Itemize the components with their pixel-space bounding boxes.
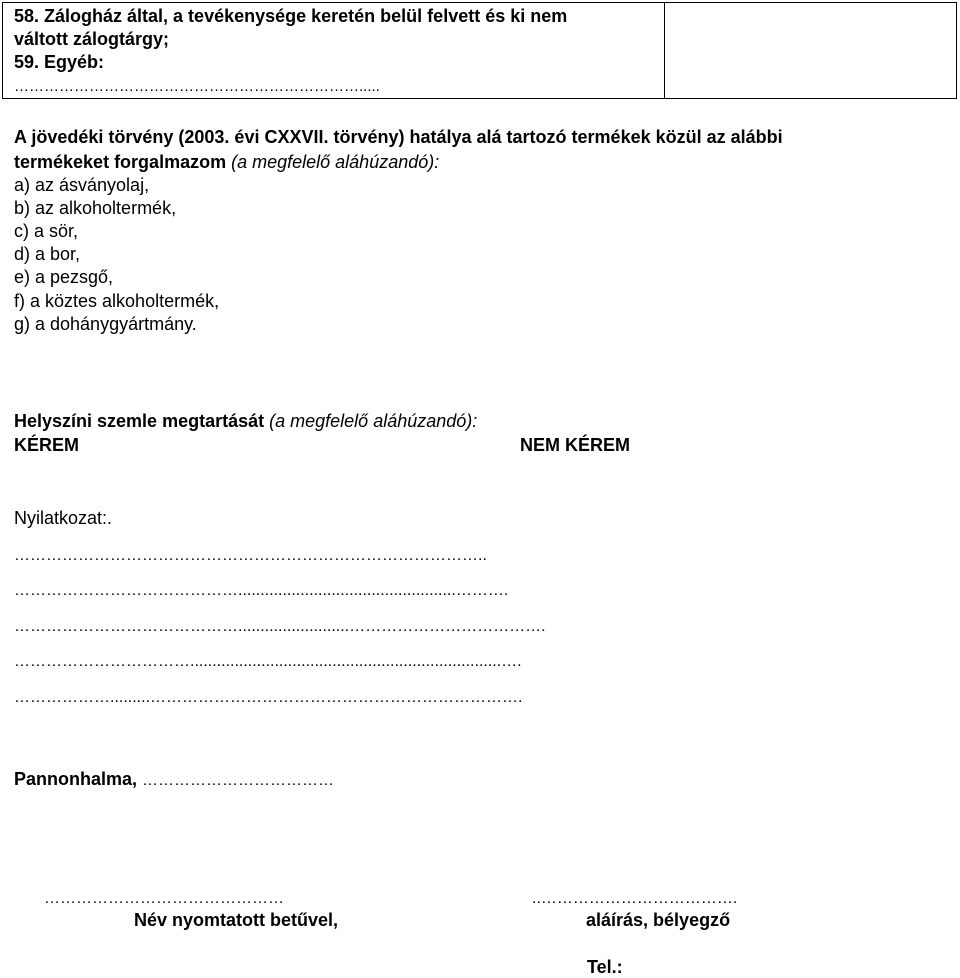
excise-heading-bold: termékeket forgalmazom: [14, 152, 227, 172]
excise-heading-italic: (a megfelelő aláhúzandó):: [231, 152, 440, 172]
declaration-line[interactable]: ……………….........…………………………………………………………….: [14, 689, 523, 706]
signature-dots[interactable]: ..……………………………….: [532, 890, 738, 907]
option-no-request[interactable]: NEM KÉREM: [520, 435, 631, 455]
excise-item: f) a köztes alkoholtermék,: [14, 291, 220, 311]
excise-item: a) az ásványolaj,: [14, 175, 150, 195]
table-row-58-line1: 58. Zálogház által, a tevékenysége keretén belül felvett és ki nem: [14, 6, 568, 26]
place-line: [14, 768, 334, 792]
excise-item: b) az alkoholtermék,: [14, 198, 177, 218]
table-row-58-line2: váltott zálogtárgy;: [14, 29, 170, 49]
table-row-59: [14, 51, 104, 73]
declaration-line[interactable]: ……………………………......................................................................….: [14, 653, 522, 670]
name-dots[interactable]: ………………………………………: [44, 890, 284, 907]
excise-item: e) a pezsgő,: [14, 267, 114, 287]
excise-item: c) a sör,: [14, 221, 79, 241]
declaration-line[interactable]: ……………………………………………………………………………..: [14, 547, 487, 564]
signature-label: aláírás, bélyegző: [586, 910, 731, 930]
excise-heading-line2: [14, 151, 439, 173]
table-row-59-dots: …………………………………………………………….....: [14, 78, 380, 95]
tel-label: Tel.:: [587, 957, 623, 977]
excise-item: g) a dohánygyártmány.: [14, 314, 197, 334]
excise-item: d) a bor,: [14, 244, 81, 264]
inspection-label-bold: Helyszíni szemle megtartását: [14, 411, 265, 431]
table-column-divider: [664, 3, 665, 98]
table-row-59-label: 59. Egyéb:: [14, 52, 105, 72]
place-dots[interactable]: ………………………………: [142, 772, 335, 789]
inspection-label: [14, 410, 477, 432]
excise-heading-line1: A jövedéki törvény (2003. évi CXXVII. törvény) hatálya alá tartozó termékek közül az alábbi: [14, 127, 783, 147]
name-label: Név nyomtatott betűvel,: [134, 910, 339, 930]
place-label: Pannonhalma,: [14, 769, 138, 789]
declaration-line[interactable]: …………………………………….................................................……….: [14, 582, 509, 599]
inspection-label-italic: (a megfelelő aláhúzandó):: [269, 411, 478, 431]
option-request[interactable]: KÉREM: [14, 435, 80, 455]
declaration-label: Nyilatkozat:.: [14, 508, 113, 528]
declaration-line[interactable]: …………………………………….........................……………………………….: [14, 618, 546, 635]
